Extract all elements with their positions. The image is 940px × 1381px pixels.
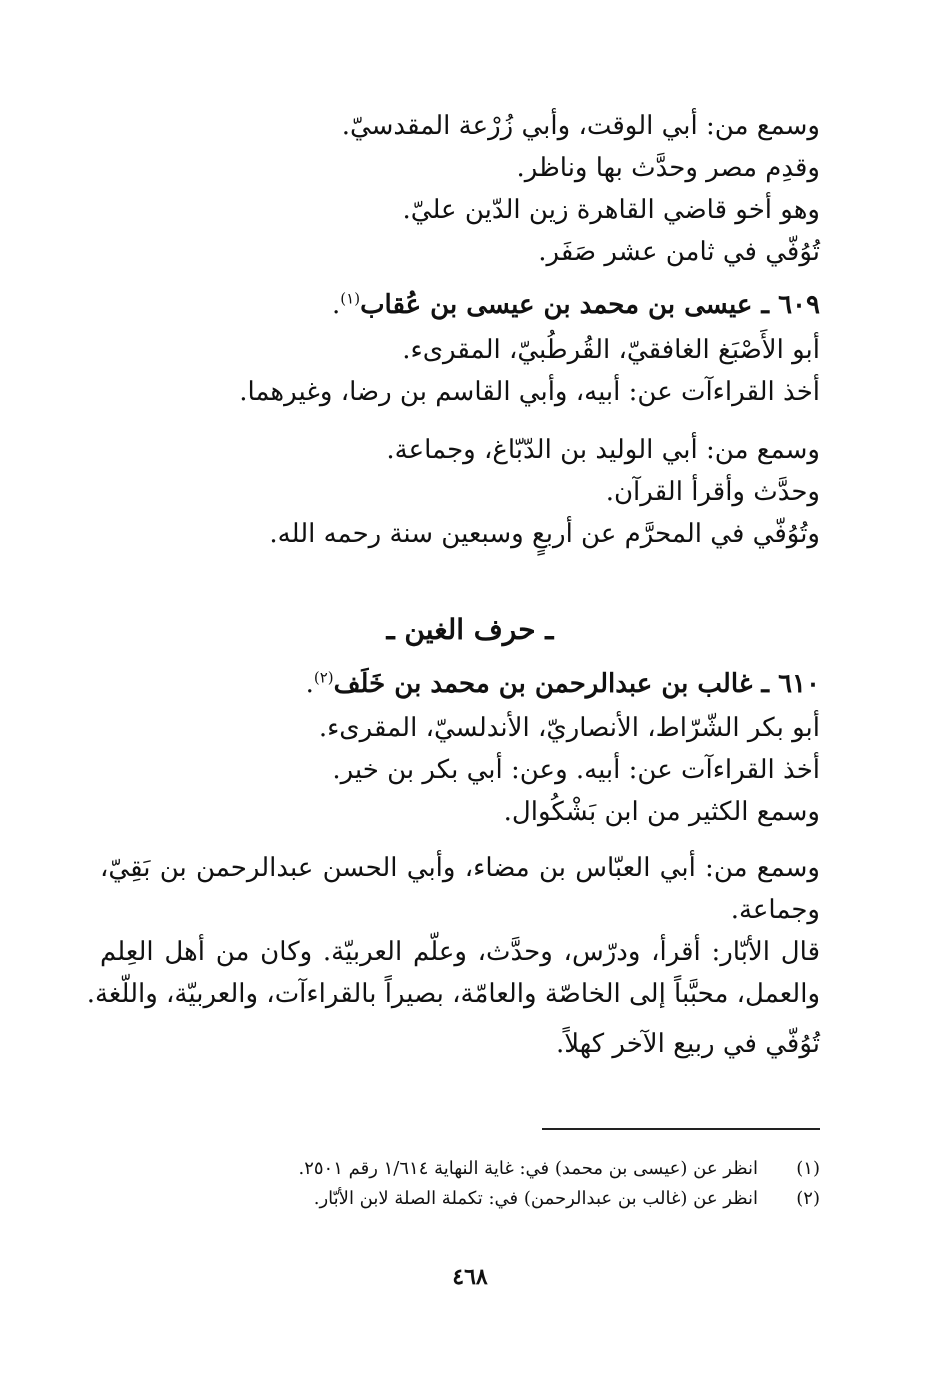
entry-title: ٦٠٩ ـ عيسى بن محمد بن عيسى بن عُقاب <box>360 290 820 320</box>
entry-heading-609 <box>332 285 820 325</box>
text-line: أبو الأَصْبَغ الغافقيّ، القُرطُبيّ، المقرىء. <box>402 335 820 365</box>
text-line: تُوُفّي في ثامن عشر صَفَر. <box>538 237 820 267</box>
text-line: وسمع من: أبي الوليد بن الدّبّاغ، وجماعة. <box>386 435 820 465</box>
footnote-2 <box>314 1186 820 1212</box>
footnote-number: (١) <box>796 1158 820 1179</box>
section-heading: ـ حرف الغين ـ <box>386 613 554 646</box>
footnote-text: انظر عن (عيسى بن محمد) في: غاية النهاية ١/٦١٤ رقم ٢٥٠١. <box>298 1158 758 1179</box>
paragraph-line: وسمع من: أبي العبّاس بن مضاء، وأبي الحسن عبدالرحمن بن بَقِيّ، <box>100 853 820 883</box>
text-line: وتُوُفّي في المحرَّم عن أربعٍ وسبعين سنة رحمه الله. <box>269 519 820 549</box>
paragraph-line: والعمل، محبَّباً إلى الخاصّة والعامّة، بصيراً بالقراءآت، والعربيّة، واللّغة. <box>86 979 820 1009</box>
text-line: أبو بكر الشّرّاط، الأنصاريّ، الأندلسيّ، المقرىء. <box>318 713 820 743</box>
footnote-number: (٢) <box>796 1188 820 1209</box>
text-line: أخذ القراءآت عن: أبيه. وعن: أبي بكر بن خير. <box>332 755 820 785</box>
entry-heading-610 <box>306 664 820 704</box>
entry-title: ٦١٠ ـ غالب بن عبدالرحمن بن محمد بن خَلَف <box>333 669 820 699</box>
paragraph-line: قال الأبّار: أقرأ، ودرّس، وحدَّث، وعلّم العربيّة. وكان من أهل العِلم <box>100 937 820 967</box>
text-line: تُوُفّي في ربيع الآخر كهلاً. <box>555 1029 820 1059</box>
entry-title-period: . <box>305 669 314 699</box>
text-line: وقدِم مصر وحدَّث بها وناظر. <box>516 153 820 183</box>
text-line: وسمع من: أبي الوقت، وأبي زُرْعة المقدسيّ. <box>341 111 820 141</box>
footnote-ref: (٢) <box>313 668 334 687</box>
text-line: وهو أخو قاضي القاهرة زين الدّين عليّ. <box>402 195 820 225</box>
footnote-ref: (١) <box>340 289 361 308</box>
footnote-divider <box>542 1128 820 1130</box>
text-line: وحدَّث وأقرأ القرآن. <box>605 477 820 507</box>
text-line: وسمع الكثير من ابن بَشْكُوال. <box>503 797 820 827</box>
entry-title-period: . <box>332 290 341 320</box>
paragraph-line: وجماعة. <box>730 895 820 925</box>
text-line: أخذ القراءآت عن: أبيه، وأبي القاسم بن رضا، وغيرهما. <box>239 377 820 407</box>
footnote-1 <box>298 1156 820 1182</box>
page-number: ٤٦٨ <box>452 1264 488 1290</box>
footnote-text: انظر عن (غالب بن عبدالرحمن) في: تكملة الصلة لابن الأبّار. <box>313 1188 758 1209</box>
